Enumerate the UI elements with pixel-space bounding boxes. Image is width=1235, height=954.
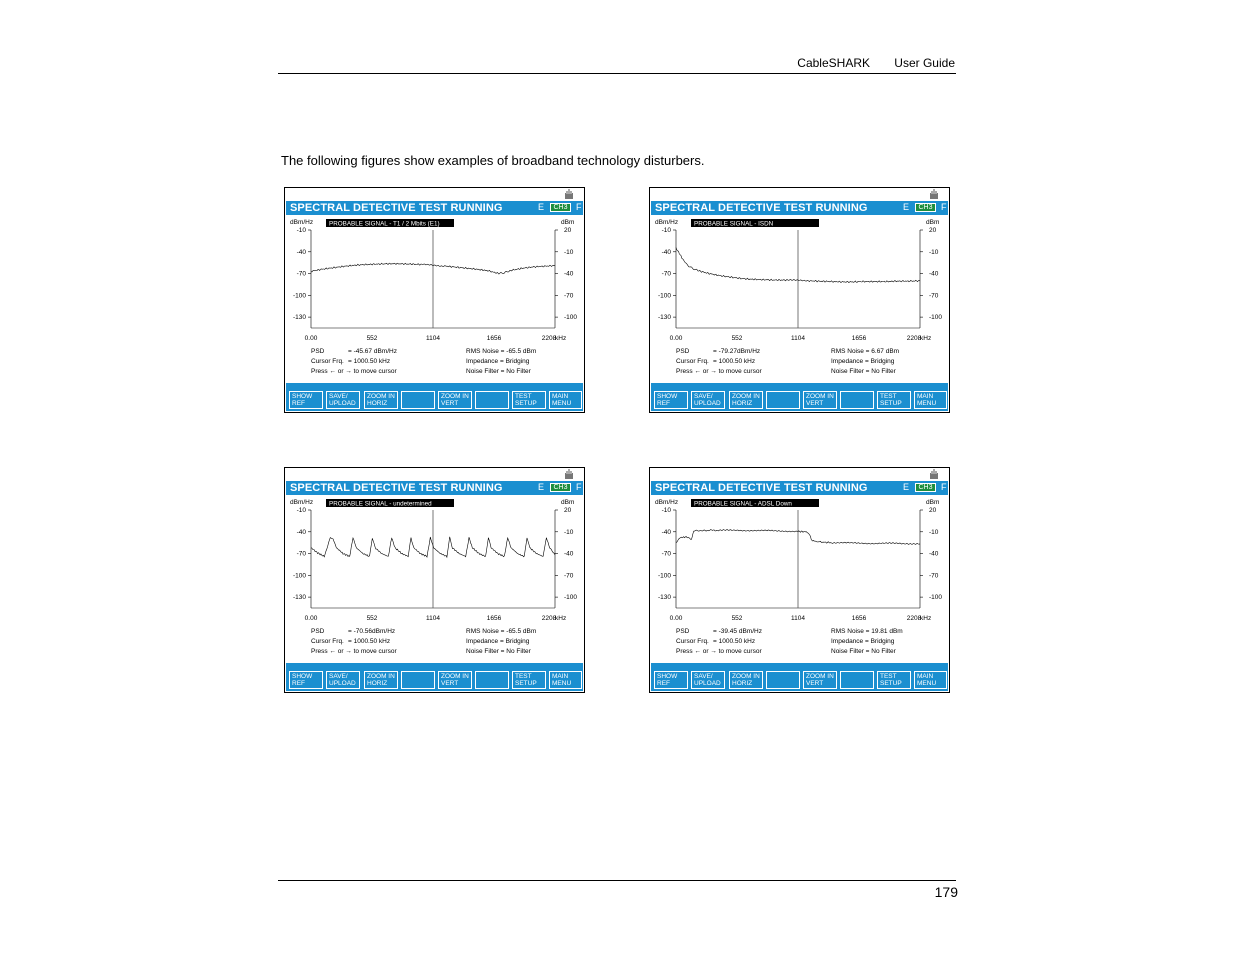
- zoom-vert-key[interactable]: ZOOM IN VERT: [438, 671, 472, 689]
- right-unit: dBm: [926, 219, 940, 226]
- psd-value: = -70.56dBm/Hz: [348, 628, 396, 635]
- zoom-vert-key[interactable]: ZOOM IN VERT: [438, 391, 472, 409]
- f-label: F: [941, 202, 947, 212]
- psd-label: PSD: [311, 348, 325, 355]
- function-key-bar: [286, 383, 583, 411]
- screen-title: SPECTRAL DETECTIVE TEST RUNNING: [290, 202, 503, 214]
- main-menu-key[interactable]: MAIN MENU: [914, 391, 947, 409]
- right-tick-label: -40: [929, 550, 939, 558]
- x-tick-label: 1656: [486, 615, 502, 622]
- right-axis: [920, 227, 942, 321]
- screen-title: SPECTRAL DETECTIVE TEST RUNNING: [655, 202, 868, 214]
- right-unit: dBm: [561, 219, 575, 226]
- psd-label: PSD: [676, 348, 690, 355]
- x-unit: kHz: [920, 615, 932, 622]
- right-tick-label: -10: [564, 248, 574, 256]
- left-tick-label: -10: [661, 227, 671, 234]
- x-tick-label: 0.00: [304, 615, 318, 622]
- x-unit: kHz: [555, 335, 567, 342]
- right-tick-label: 20: [564, 227, 572, 234]
- device-icon: [928, 469, 940, 481]
- left-tick-label: -10: [296, 507, 306, 514]
- blank-key-2[interactable]: [840, 391, 874, 409]
- test-setup-key[interactable]: TEST SETUP: [877, 391, 911, 409]
- x-tick-label: 2208: [541, 615, 557, 622]
- cursor-freq-value: = 1000.50 kHz: [348, 358, 391, 365]
- right-tick-label: -100: [929, 314, 943, 322]
- intro-text: The following figures show examples of broadband technology disturbers.: [281, 153, 705, 168]
- main-menu-key[interactable]: MAIN MENU: [549, 671, 582, 689]
- signal-label: PROBABLE SIGNAL - undetermined: [329, 500, 432, 508]
- right-tick-label: -10: [929, 248, 939, 256]
- right-tick-label: 20: [929, 507, 937, 514]
- cursor-freq-value: = 1000.50 kHz: [348, 638, 391, 645]
- left-axis: [658, 507, 676, 601]
- x-tick-label: 1104: [426, 335, 440, 342]
- x-axis: [670, 335, 922, 342]
- show-ref-key[interactable]: SHOW REF: [654, 671, 688, 689]
- right-tick-label: -40: [929, 270, 939, 278]
- noise-filter: Noise Filter = No Filter: [831, 648, 896, 655]
- right-tick-label: -40: [564, 550, 574, 558]
- psd-label: PSD: [311, 628, 325, 635]
- spectrum-plot: [650, 496, 949, 666]
- x-axis: [305, 335, 557, 342]
- left-tick-label: -130: [292, 314, 306, 322]
- blank-key-1[interactable]: [401, 671, 435, 689]
- x-tick-label: 1104: [791, 335, 805, 342]
- psd-label: PSD: [676, 628, 690, 635]
- impedance: Impedance = Bridging: [831, 638, 895, 645]
- main-menu-key[interactable]: MAIN MENU: [549, 391, 582, 409]
- e-label: E: [538, 482, 545, 492]
- noise-filter: Noise Filter = No Filter: [466, 648, 531, 655]
- left-unit: dBm/Hz: [655, 219, 679, 226]
- x-tick-label: 2208: [906, 335, 922, 342]
- header-guide: User Guide: [894, 56, 955, 70]
- right-axis: [555, 227, 577, 321]
- left-tick-label: -70: [296, 270, 306, 278]
- psd-value: = -79.27dBm/Hz: [713, 348, 761, 355]
- impedance: Impedance = Bridging: [831, 358, 895, 365]
- screen-title: SPECTRAL DETECTIVE TEST RUNNING: [655, 482, 868, 494]
- test-setup-key[interactable]: TEST SETUP: [877, 671, 911, 689]
- cursor-freq-label: Cursor Frq.: [311, 358, 344, 365]
- right-tick-label: -10: [564, 528, 574, 536]
- right-tick-label: -100: [564, 594, 578, 602]
- left-unit: dBm/Hz: [290, 219, 314, 226]
- left-axis: [658, 227, 676, 321]
- e-label: E: [903, 202, 910, 212]
- signal-label: PROBABLE SIGNAL - ISDN: [694, 220, 774, 228]
- zoom-horiz-key[interactable]: ZOOM IN HORIZ: [729, 671, 763, 689]
- left-tick-label: -10: [661, 507, 671, 514]
- test-setup-key[interactable]: TEST SETUP: [512, 391, 546, 409]
- right-axis: [555, 507, 577, 601]
- right-tick-label: -70: [929, 572, 939, 580]
- left-tick-label: -70: [296, 550, 306, 558]
- zoom-horiz-key[interactable]: ZOOM IN HORIZ: [729, 391, 763, 409]
- f-label: F: [576, 482, 582, 492]
- left-tick-label: -10: [296, 227, 306, 234]
- left-unit: dBm/Hz: [655, 499, 679, 506]
- x-tick-label: 2208: [541, 335, 557, 342]
- noise-filter: Noise Filter = No Filter: [831, 368, 896, 375]
- left-tick-label: -40: [661, 248, 671, 256]
- psd-value: = -45.67 dBm/Hz: [348, 348, 397, 355]
- test-setup-key[interactable]: TEST SETUP: [512, 671, 546, 689]
- right-tick-label: -100: [929, 594, 943, 602]
- function-key-bar: [651, 663, 948, 691]
- spectrum-plot: [650, 216, 949, 386]
- cursor-freq-value: = 1000.50 kHz: [713, 358, 756, 365]
- x-unit: kHz: [920, 335, 932, 342]
- signal-label: PROBABLE SIGNAL - ADSL Down: [694, 500, 792, 508]
- title-bar: [651, 201, 948, 215]
- psd-value: = -39.45 dBm/Hz: [713, 628, 762, 635]
- spectrum-plot: [285, 496, 584, 666]
- e-label: E: [903, 482, 910, 492]
- right-tick-label: -70: [564, 572, 574, 580]
- right-tick-label: -70: [564, 292, 574, 300]
- title-bar: [286, 481, 583, 495]
- x-tick-label: 1656: [851, 615, 867, 622]
- e-label: E: [538, 202, 545, 212]
- channel-badge: CH3: [915, 203, 936, 212]
- title-bar: [651, 481, 948, 495]
- left-tick-label: -100: [292, 292, 306, 300]
- x-tick-label: 1656: [486, 335, 502, 342]
- left-tick-label: -130: [657, 594, 671, 602]
- left-tick-label: -40: [661, 528, 671, 536]
- noise-filter: Noise Filter = No Filter: [466, 368, 531, 375]
- impedance: Impedance = Bridging: [466, 638, 530, 645]
- x-unit: kHz: [555, 615, 567, 622]
- left-tick-label: -130: [657, 314, 671, 322]
- x-tick-label: 552: [731, 615, 743, 622]
- left-tick-label: -40: [296, 248, 306, 256]
- press-hint: Press ← or → to move cursor: [676, 368, 762, 375]
- right-tick-label: -100: [564, 314, 578, 322]
- x-tick-label: 0.00: [304, 335, 318, 342]
- cursor-freq-value: = 1000.50 kHz: [713, 638, 756, 645]
- function-key-bar: [651, 383, 948, 411]
- screen-topbar: [285, 188, 584, 201]
- right-unit: dBm: [926, 499, 940, 506]
- blank-key-1[interactable]: [766, 391, 800, 409]
- f-label: F: [576, 202, 582, 212]
- spectrum-plot: [285, 216, 584, 386]
- rms-noise: RMS Noise = 19.81 dBm: [831, 628, 903, 635]
- right-unit: dBm: [561, 499, 575, 506]
- left-tick-label: -70: [661, 270, 671, 278]
- f-label: F: [941, 482, 947, 492]
- screen-topbar: [650, 188, 949, 201]
- right-tick-label: -70: [929, 292, 939, 300]
- x-tick-label: 1104: [426, 615, 440, 622]
- cursor-freq-label: Cursor Frq.: [676, 358, 709, 365]
- left-unit: dBm/Hz: [290, 499, 314, 506]
- rms-noise: RMS Noise = -65.5 dBm: [466, 628, 537, 635]
- blank-key-2[interactable]: [475, 391, 509, 409]
- left-axis: [293, 227, 311, 321]
- blank-key-2[interactable]: [475, 671, 509, 689]
- device-icon: [928, 189, 940, 201]
- save-upload-key[interactable]: SAVE/ UPLOAD: [326, 391, 360, 409]
- left-axis: [293, 507, 311, 601]
- press-hint: Press ← or → to move cursor: [676, 648, 762, 655]
- left-tick-label: -70: [661, 550, 671, 558]
- x-tick-label: 1104: [791, 615, 805, 622]
- press-hint: Press ← or → to move cursor: [311, 368, 397, 375]
- zoom-horiz-key[interactable]: ZOOM IN HORIZ: [364, 391, 398, 409]
- show-ref-key[interactable]: SHOW REF: [289, 391, 323, 409]
- channel-badge: CH3: [550, 483, 571, 492]
- left-tick-label: -130: [292, 594, 306, 602]
- cursor-freq-label: Cursor Frq.: [676, 638, 709, 645]
- press-hint: Press ← or → to move cursor: [311, 648, 397, 655]
- x-tick-label: 2208: [906, 615, 922, 622]
- x-tick-label: 0.00: [669, 335, 683, 342]
- channel-badge: CH3: [915, 483, 936, 492]
- show-ref-key[interactable]: SHOW REF: [654, 391, 688, 409]
- analyzer-screen-4: [649, 467, 950, 693]
- rms-noise: RMS Noise = 6.67 dBm: [831, 348, 900, 355]
- x-tick-label: 552: [366, 335, 378, 342]
- blank-key-2[interactable]: [840, 671, 874, 689]
- x-tick-label: 0.00: [669, 615, 683, 622]
- blank-key-1[interactable]: [401, 391, 435, 409]
- analyzer-screen-2: [649, 187, 950, 413]
- page-number: 179: [934, 884, 958, 900]
- right-tick-label: -40: [564, 270, 574, 278]
- left-tick-label: -100: [292, 572, 306, 580]
- device-icon: [563, 189, 575, 201]
- x-tick-label: 552: [731, 335, 743, 342]
- zoom-vert-key[interactable]: ZOOM IN VERT: [803, 671, 837, 689]
- channel-badge: CH3: [550, 203, 571, 212]
- impedance: Impedance = Bridging: [466, 358, 530, 365]
- analyzer-screen-1: [284, 187, 585, 413]
- zoom-horiz-key[interactable]: ZOOM IN HORIZ: [364, 671, 398, 689]
- x-axis: [305, 615, 557, 622]
- title-bar: [286, 201, 583, 215]
- right-tick-label: -10: [929, 528, 939, 536]
- rms-noise: RMS Noise = -65.5 dBm: [466, 348, 537, 355]
- save-upload-key[interactable]: SAVE/ UPLOAD: [691, 671, 725, 689]
- save-upload-key[interactable]: SAVE/ UPLOAD: [326, 671, 360, 689]
- blank-key-1[interactable]: [766, 671, 800, 689]
- left-tick-label: -100: [657, 292, 671, 300]
- screen-title: SPECTRAL DETECTIVE TEST RUNNING: [290, 482, 503, 494]
- zoom-vert-key[interactable]: ZOOM IN VERT: [803, 391, 837, 409]
- signal-label: PROBABLE SIGNAL - T1 / 2 Mbits (E1): [329, 220, 440, 228]
- show-ref-key[interactable]: SHOW REF: [289, 671, 323, 689]
- page-footer-rule: [278, 880, 956, 881]
- left-tick-label: -100: [657, 572, 671, 580]
- right-axis: [920, 507, 942, 601]
- right-tick-label: 20: [929, 227, 937, 234]
- device-icon: [563, 469, 575, 481]
- right-tick-label: 20: [564, 507, 572, 514]
- analyzer-screen-3: [284, 467, 585, 693]
- screen-topbar: [285, 468, 584, 481]
- x-axis: [670, 615, 922, 622]
- screen-topbar: [650, 468, 949, 481]
- page-header: [278, 55, 956, 74]
- function-key-bar: [286, 663, 583, 691]
- left-tick-label: -40: [296, 528, 306, 536]
- main-menu-key[interactable]: MAIN MENU: [914, 671, 947, 689]
- header-product: CableSHARK: [797, 56, 870, 70]
- x-tick-label: 552: [366, 615, 378, 622]
- save-upload-key[interactable]: SAVE/ UPLOAD: [691, 391, 725, 409]
- cursor-freq-label: Cursor Frq.: [311, 638, 344, 645]
- x-tick-label: 1656: [851, 335, 867, 342]
